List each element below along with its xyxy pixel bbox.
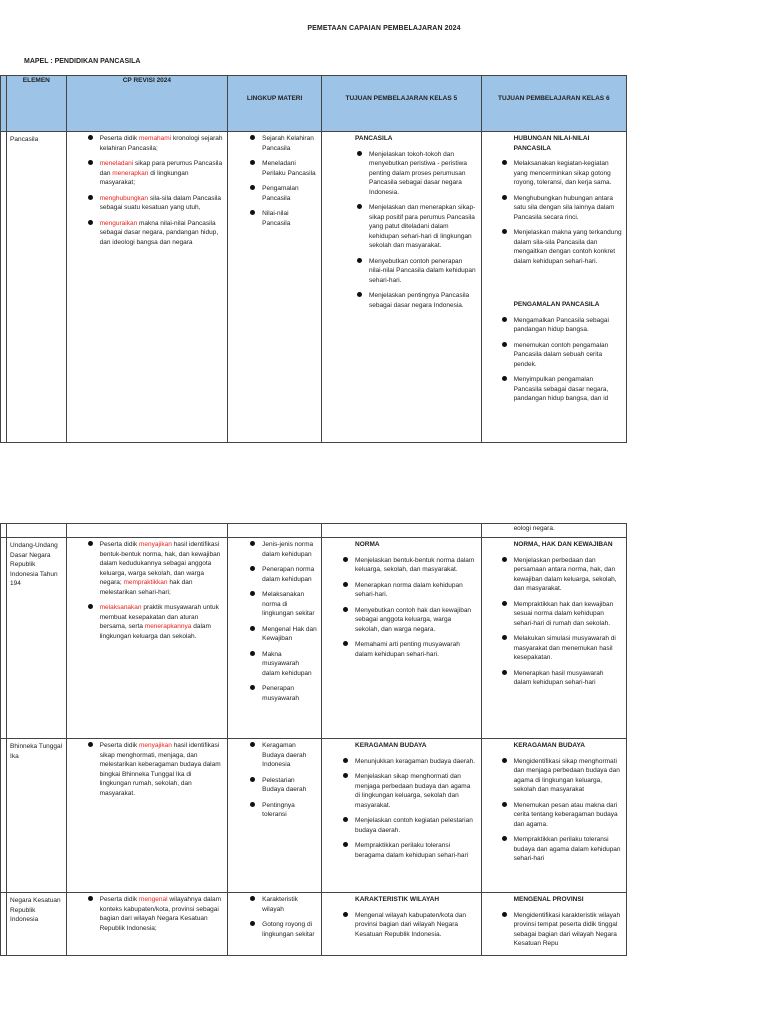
bullet-icon [250,541,255,546]
list-item: Pelestarian Budaya daerah [262,776,317,795]
list-item: Menerapkan norma dalam kehidupan sehari-hari. [355,581,477,600]
tp6-cell [481,893,626,956]
lingkup-cell [228,739,322,893]
bullet-icon [343,842,348,847]
bullet-icon [502,635,507,640]
cp-cell [66,893,228,956]
bullet-icon [502,670,507,675]
bullet-icon [250,896,255,901]
bullet-icon [357,204,362,209]
elemen-cell: Bhinneka Tunggal Ika [7,739,67,893]
list-item: Peserta didik memahami kronologi sejarah kelahiran Pancasila; [100,134,224,153]
bullet-icon [343,912,348,917]
table-row [1,893,627,956]
mapping-table-page-2 [0,523,627,956]
list-item: Menjelaskan sikap menghormati dan menjaga perbedaan budaya dan agama di lingkungan keluarga, sekolah dan masyarakat. [355,772,477,810]
subject-label: MAPEL : PENDIDIKAN PANCASILA [24,58,141,65]
list-item: Mempraktikkan perilaku toleransi beragama dalam kehidupan sehari-hari [355,841,477,860]
tp5-cell [322,132,482,443]
list-item: Melakukan simulasi musyawarah di masyarakat dan menemukan hasil kesepakatan. [514,634,622,663]
bullet-icon [250,802,255,807]
section-title: KERAGAMAN BUDAYA [513,742,585,749]
section-title: MENGENAL PROVINSI [513,896,584,903]
table-row [1,524,627,538]
list-item: Mengidentifikasi karakteristik wilayah provinsi tempat peserta didik tinggal sebagai bagian dari wilayah Negara Kesatuan Repu [514,911,622,949]
list-item: Penerapan musyawarah [262,684,317,703]
list-item: Peserta didik menyajikan hasil identifikasi bentuk-bentuk norma, hak, dan kewajiban dalam kedudukannya sebagai anggota keluarga, warga sekolah, dan warga negara; mempraktikkan hak dan melestarikan sehari-hari; [100,540,224,597]
list-item: Menjelaskan tokoh-tokoh dan menyebutkan peristiwa - peristiwa penting dalam proses perumusan Pancasila sebagai dasar negara Indonesia. [369,150,477,198]
tp6-cell [481,739,626,893]
bullet-icon [502,342,507,347]
bullet-icon [88,220,93,225]
list-item: Mengenal wilayah kabupaten/kota dan provinsi bagian dari wilayah Negara Kesatuan Republik Indonesia. [355,911,477,940]
list-item: Nilai-nilai Pancasila [262,209,317,228]
bullet-icon [502,229,507,234]
table-row [1,739,627,893]
list-item: Pengamalan Pancasila [262,184,317,203]
bullet-icon [357,258,362,263]
header-tp5: TUJUAN PEMBELAJARAN KELAS 5 [322,76,482,132]
list-item: Penerapan norma dalam kehidupan [262,565,317,584]
header-cp: CP REVISI 2024 [66,76,228,132]
list-item: menguraikan makna nilai-nilai Pancasila sebagai dasar negara, pandangan hidup, dan ideologi bangsa dan negara [100,219,224,248]
bullet-icon [357,292,362,297]
bullet-icon [343,817,348,822]
lingkup-cell [228,524,322,538]
list-item: Jenis-jenis norma dalam kehidupan [262,540,317,559]
bullet-icon [343,773,348,778]
lingkup-cell [228,893,322,956]
list-item: Mengamalkan Pancasila sebagai pandangan hidup bangsa. [514,316,622,335]
list-item: Keragaman Budaya daerah Indonesia [262,741,317,770]
bullet-icon [343,607,348,612]
table-row [1,538,627,739]
bullet-icon [88,742,93,747]
section-title: NORMA [355,541,380,548]
tp5-cell [322,538,482,739]
list-item: Menjelaskan makna yang terkandung dalam sila-sila Pancasila dan mengaitkan dengan contoh konkret dalam kehidupan sehari-hari. [514,228,622,266]
bullet-icon [88,604,93,609]
lingkup-cell [228,538,322,739]
bullet-icon [88,160,93,165]
bullet-icon [250,135,255,140]
list-item: Menyimpulkan pengamalan Pancasila sebagai dasar negara, pandangan hidup bangsa, dan id [514,375,622,404]
cp-cell [66,538,228,739]
table-row [1,132,627,443]
list-item: melaksanakan praktik musyawarah untuk membuat kesepakatan dan aturan bersama, serta menerapkannya dalam lingkungan keluarga dan sekolah. [100,603,224,641]
tp5-cell [322,524,482,538]
bullet-icon [250,210,255,215]
bullet-icon [502,376,507,381]
bullet-icon [502,912,507,917]
list-item: Menyebutkan contoh hak dan kewajiban sebagai anggota keluarga, warga sekolah, dan warga negara. [355,606,477,635]
list-item: Pentingnya toleransi [262,801,317,820]
list-item: Peserta didik menyajikan hasil identifikasi sikap menghormati, menjaga, dan melestarikan keberagaman budaya dalam bingkai Bhinneka Tunggal Ika di lingkungan rumah, sekolah, dan masyarakat. [100,741,224,798]
list-item: Peserta didik mengenal wilayahnya dalam konteks kabupaten/kota, provinsi sebagai bagian dari wilayah Negara Kesatuan Republik Indonesia; [100,895,224,933]
tp6-cell [481,538,626,739]
bullet-icon [88,541,93,546]
continuation-cell: eologi negara. [481,524,626,538]
bullet-icon [502,317,507,322]
bullet-icon [502,802,507,807]
cp-cell [66,132,228,443]
list-item: Mengidentifikasi sikap menghormati dan menjaga perbedaan budaya dan agama di lingkungan keluarga, sekolah dan masyarakat [514,757,622,795]
lingkup-cell [228,132,322,443]
bullet-icon [250,651,255,656]
list-item: menemukan contoh pengamalan Pancasila dalam sebuah cerita pendek. [514,341,622,370]
list-item: Menjelaskan dan menerapkan sikap-sikap positif para perumus Pancasila yang patut diteladani dalam kehidupan sehari-hari di lingkungan sekolah dan masyarakat. [369,203,477,251]
bullet-icon [250,626,255,631]
list-item: Makna musyawarah dalam kehidupan [262,650,317,679]
bullet-icon [250,591,255,596]
cp-cell [66,739,228,893]
section-title: PANCASILA [355,135,393,142]
list-item: Menghubungkan hubungan antara satu sila dengan sila lainnya dalam Pancasila secara rinci. [514,194,622,223]
section-title: KERAGAMAN BUDAYA [355,742,427,749]
list-item: Melaksanakan norma di lingkungan sekitar [262,590,317,619]
section-title: PENGAMALAN PANCASILA [513,301,600,308]
list-item: Menunjukkan keragaman budaya daerah. [355,757,477,767]
list-item: Menerapkan hasil musyawarah dalam kehidupan sehari-hari [514,669,622,688]
elemen-cell: Negara Kesatuan Republik Indonesia [7,893,67,956]
mapping-table-page-1 [0,75,627,443]
section-title: HUBUNGAN NILAI-NILAI PANCASILA [513,135,590,152]
bullet-icon [250,185,255,190]
tp5-cell [322,893,482,956]
list-item: Sejarah Kelahiran Pancasila [262,134,317,153]
list-item: Mempraktikkan perilaku toleransi budaya dan agama dalam kehidupan sehari-hari [514,835,622,864]
bullet-icon [343,557,348,562]
list-item: Gotong royong di lingkungan sekitar [262,920,317,939]
bullet-icon [502,557,507,562]
list-item: menghubungkan sila-sila dalam Pancasila sebagai suatu kesatuan yang utuh, [100,194,224,213]
list-item: Meneladani Perilaku Pancasila [262,159,317,178]
list-item: meneladani sikap para perumus Pancasila dan menerapkan di lingkungan masyarakat; [100,159,224,188]
section-title: KARAKTERISTIK WILAYAH [355,896,440,903]
cp-cell [66,524,228,538]
bullet-icon [343,582,348,587]
list-item: Menjelaskan bentuk-bentuk norma dalam keluarga, sekolah, dan masyarakat. [355,556,477,575]
bullet-icon [502,160,507,165]
bullet-icon [250,742,255,747]
bullet-icon [88,135,93,140]
bullet-icon [502,836,507,841]
document-title: PEMETAAN CAPAIAN PEMBELAJARAN 2024 [307,25,461,32]
list-item: Melaksanakan kegiatan-kegiatan yang mencerminkan sikap gotong royong, toleransi, dan kerja sama. [514,159,622,188]
tp6-cell [481,132,626,443]
bullet-icon [502,758,507,763]
elemen-cell: Undang-Undang Dasar Negara Republik Indonesia Tahun 194 [7,538,67,739]
list-item: Menjelaskan perbedaan dan persamaan antara norma, hak, dan kewajiban dalam keluarga, sekolah, dan masyarakat. [514,556,622,594]
bullet-icon [250,685,255,690]
table-header-row [1,76,627,132]
bullet-icon [250,566,255,571]
elemen-cell: Pancasila [7,132,67,443]
bullet-icon [343,758,348,763]
bullet-icon [343,641,348,646]
list-item: Menemukan pesan atau makna dari cerita tentang keberagaman budaya dan agama. [514,801,622,830]
bullet-icon [357,151,362,156]
list-item: Menyebutkan contoh penerapan nilai-nilai Pancasila dalam kehidupan sehari-hari. [369,257,477,286]
section-title: NORMA, HAK DAN KEWAJIBAN [513,541,613,548]
list-item: Memahami arti penting musyawarah dalam kehidupan sehari-hari. [355,640,477,659]
bullet-icon [502,195,507,200]
header-lingkup: LINGKUP MATERI [228,76,322,132]
bullet-icon [250,921,255,926]
tp5-cell [322,739,482,893]
list-item: Karakteristik wilayah [262,895,317,914]
list-item: Menjelaskan contoh kegiatan pelestarian budaya daerah. [355,816,477,835]
bullet-icon [250,160,255,165]
bullet-icon [88,195,93,200]
bullet-icon [502,601,507,606]
header-elemen: ELEMEN [7,76,67,132]
elemen-cell [7,524,67,538]
list-item: Mempraktikkan hak dan kewajiban sesuai norma dalam kehidupan sehari-hari di rumah dan sekolah. [514,600,622,629]
list-item: Mengenal Hak dan Kewajiban [262,625,317,644]
list-item: Menjelaskan pentingnya Pancasila sebagai dasar negara Indonesia. [369,291,477,310]
bullet-icon [250,777,255,782]
bullet-icon [88,896,93,901]
header-tp6: TUJUAN PEMBELAJARAN KELAS 6 [481,76,626,132]
